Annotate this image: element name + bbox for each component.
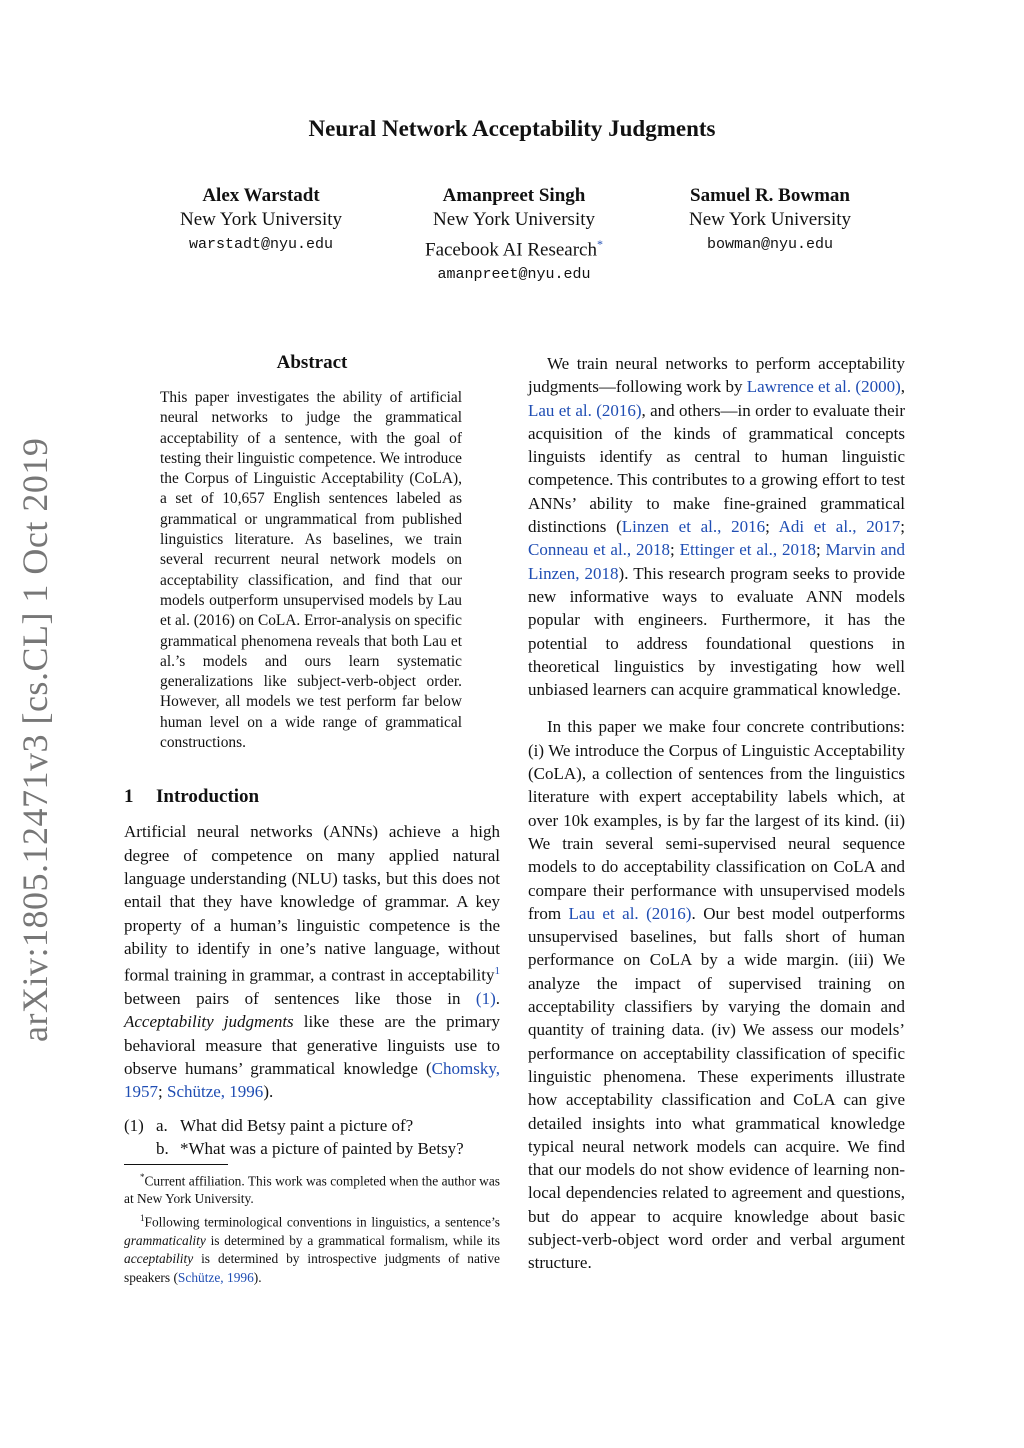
abstract-heading: Abstract — [276, 352, 348, 373]
author-affiliation: New York University — [432, 209, 596, 230]
author-block — [131, 184, 391, 258]
citation-link[interactable]: Chomsky, 1957 — [124, 1058, 500, 1102]
body-paragraph: We train neural networks to perform acceptability judgments—following work by Lawrence et al. (2000), Lau et al. (2016), and others—in order to evaluate their acquisition of the kinds of grammatical concepts linguists identify as central to human linguistic competence. This contributes to a growing effort to test ANNs’ ability to make fine-grained grammatical distinctions (Linzen et al., 2016; Adi et al., 2017; Conneau et al., 2018; Ettinger et al., 2018; Marvin and Linzen, 2018). This research program seeks to provide new informative ways to evaluate ANN models popular with engineers. Furthermore, it has the potential to address foundational questions in theoretical linguistics by investigating how well unbiased learners can acquire grammatical knowledge. — [528, 354, 905, 700]
author-email[interactable]: amanpreet@nyu.edu — [437, 266, 591, 284]
example-number: (1) — [124, 1115, 144, 1135]
citation-link[interactable]: Schütze, 1996 — [177, 1269, 254, 1285]
author-block — [384, 184, 644, 288]
example-sentence: *What was a picture of painted by Betsy? — [180, 1138, 464, 1158]
footnote-rule — [124, 1164, 228, 1165]
citation-link[interactable]: Lau et al. (2016) — [528, 400, 642, 420]
citation-link[interactable]: Ettinger et al., 2018 — [679, 540, 816, 560]
author-email[interactable]: warstadt@nyu.edu — [188, 236, 334, 253]
citation-link[interactable]: Adi et al., 2017 — [778, 517, 901, 537]
citation-link[interactable]: Conneau et al., 2018 — [528, 540, 671, 560]
footnote: $^1$Following terminological conventions in linguistics, a sentence’s grammaticality is determined by a grammatical formalism, while its acceptability is determined by introspective judgments of native speakers (Schütze, 1996). — [124, 1212, 500, 1285]
example-block — [124, 1114, 500, 1160]
example-sentence: What did Betsy paint a picture of? — [180, 1115, 414, 1135]
arxiv-stamp: arXiv:1805.12471v3 [cs.CL] 1 Oct 2019 — [15, 437, 55, 1042]
right-column — [528, 352, 905, 1275]
citation-link[interactable]: Lau et al. (2016) — [568, 903, 692, 923]
section-number: 1 — [124, 786, 134, 808]
author-affiliation-2: Facebook AI Research* — [425, 237, 603, 261]
author-block — [640, 184, 900, 258]
footnote-marker[interactable]: 1 — [494, 965, 500, 978]
author-affiliation: New York University — [179, 209, 343, 230]
example-label: b. — [156, 1138, 169, 1158]
abstract-text: This paper investigates the ability of artificial neural networks to judge the grammatical acceptability of a sentence, with the goal of testing their linguistic competence. We introduce the Corpus of Linguistic Acceptability (CoLA), a set of 10,657 English sentences labeled as grammatical or ungrammatical from published linguistics literature. As baselines, we train several recurrent neural network models on acceptability classification, and find that our models outperform unsupervised models by Lau et al. (2016) on CoLA. Error-analysis on specific grammatical phenomena reveals that both Lau et al.’s models and ours learn systematic generalizations like subject-verb-object order. However, all models we test perform far below human level on a wide range of grammatical constructions. — [160, 389, 462, 752]
footnote: *Current affiliation. This work was completed when the author was at New York University. — [124, 1171, 500, 1207]
paper-title: Neural Network Acceptability Judgments — [308, 116, 716, 141]
example-item — [124, 1137, 500, 1160]
intro-paragraph: Artificial neural networks (ANNs) achieve a high degree of competence on many applied natural language understanding (NLU) tasks, but this does not entail that they have knowledge of grammar. A key property of a human’s linguistic competence is the ability to identify in one’s native language, without formal training in grammar, a contrast in acceptability$^1$ between pairs of sentences like those in (1). Acceptability judgments like these are the primary behavioral measure that generative linguists use to observe humans’ grammatical knowledge (Chomsky, 1957; Schütze, 1996). — [124, 822, 500, 1102]
section-title: Introduction — [156, 786, 260, 808]
author-email[interactable]: bowman@nyu.edu — [706, 236, 834, 253]
author-affiliation: New York University — [688, 209, 852, 230]
citation-link[interactable]: Schütze, 1996 — [166, 1082, 264, 1102]
left-column — [124, 352, 500, 1287]
citation-link[interactable]: Lawrence et al. (2000) — [746, 377, 901, 397]
author-name: Samuel R. Bowman — [690, 185, 850, 206]
citation-link[interactable]: Marvin and Linzen, 2018 — [528, 540, 905, 583]
example-reference-link[interactable]: (1) — [475, 989, 496, 1009]
citation-link[interactable]: Linzen et al., 2016 — [621, 517, 766, 537]
example-item — [124, 1114, 500, 1137]
section-heading — [124, 786, 500, 808]
author-name: Alex Warstadt — [202, 185, 320, 206]
author-name: Amanpreet Singh — [442, 185, 586, 206]
body-paragraph: In this paper we make four concrete contributions: (i) We introduce the Corpus of Linguistic Acceptability (CoLA), a collection of sentences from the linguistics literature with expert acceptability labels which, at over 10k examples, is by far the largest of its kind. (ii) We train several semi-supervised neural sequence models to do acceptability classification on CoLA and compare their performance with unsupervised models from Lau et al. (2016). Our best model outperforms unsupervised baselines, but falls short of human performance on CoLA by a wide margin. (iii) We analyze the impact of supervised training on acceptability classifiers by varying the domain and quantity of training data. (iv) We assess our models’ performance on acceptability classification of specific linguistic phenomena. These experiments illustrate how acceptability classification and CoLA can give detailed insights into what grammatical knowledge typical neural network models can acquire. We find that our models do not show evidence of learning non-local dependencies related to agreement and questions, but do appear to acquire knowledge about basic subject-verb-object word order and verbal argument structure. — [528, 717, 905, 1273]
example-label: a. — [156, 1115, 168, 1135]
footnote-marker[interactable]: * — [597, 237, 603, 251]
